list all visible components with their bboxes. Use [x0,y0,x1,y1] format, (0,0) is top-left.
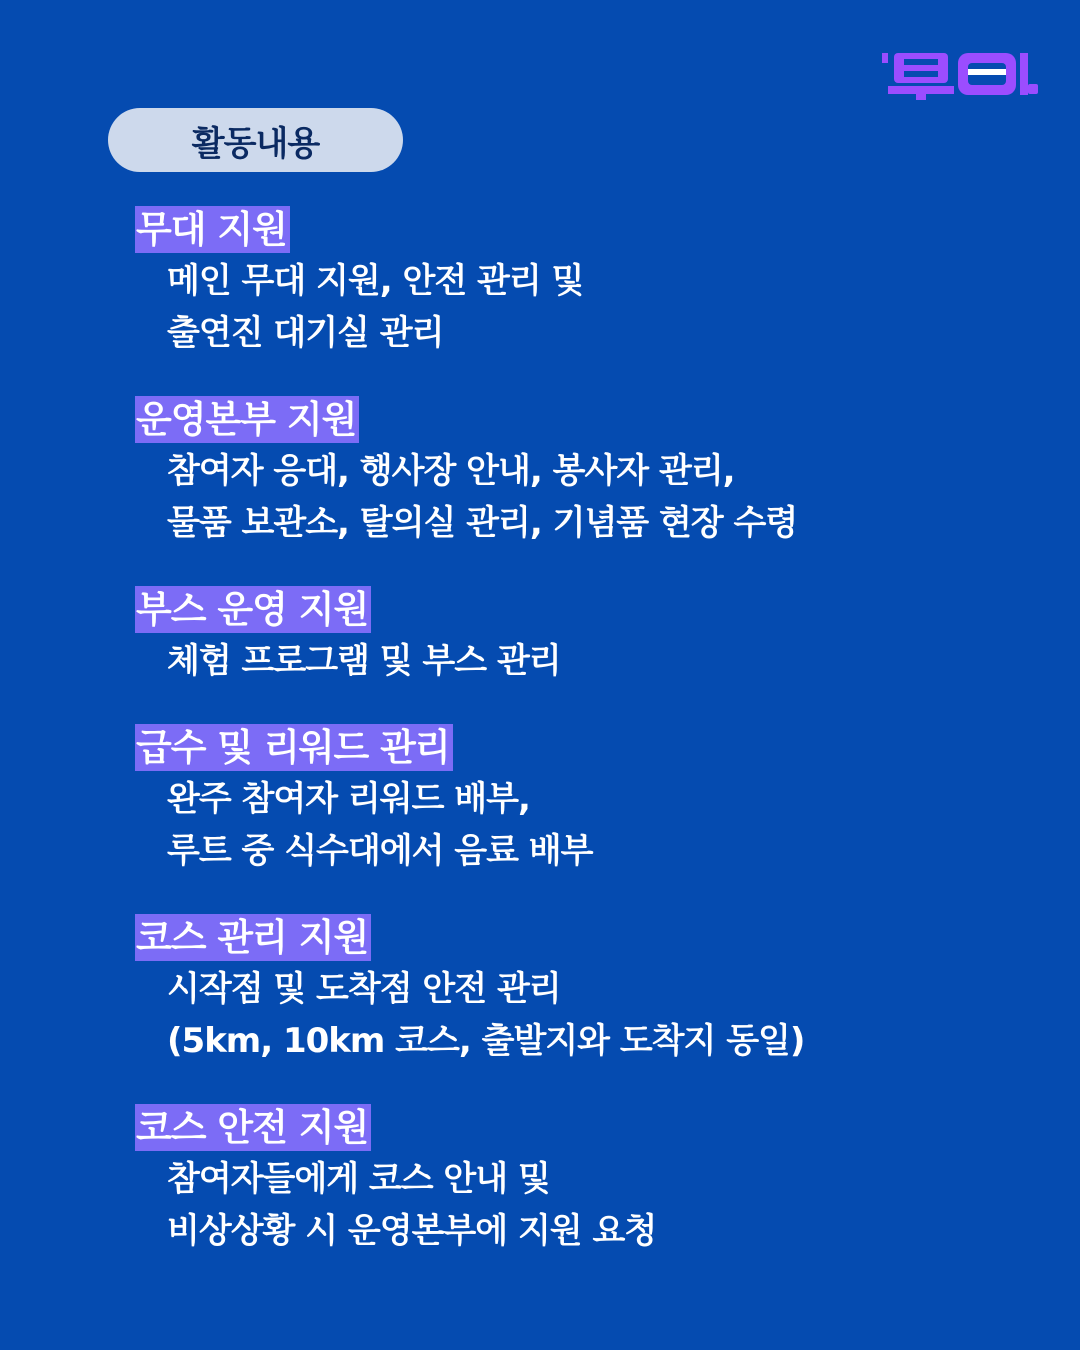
section-line: 루트 중 식수대에서 음료 배부 [167,831,593,871]
section-operations-hq-support [135,396,1035,549]
section-stage-support [135,206,1035,359]
section-line: 비상상황 시 운영본부에 지원 요청 [167,1211,657,1251]
activity-label: 활동내용 [191,123,320,164]
section-line: 체험 프로그램 및 부스 관리 [167,641,561,681]
section-line: 참여자 응대, 행사장 안내, 봉사자 관리, [167,451,735,491]
section-line: 완주 참여자 리워드 배부, [167,779,530,819]
section-course-management [135,914,1035,1067]
section-title: 코스 관리 지원 [135,914,371,961]
brand-logo-mark [880,48,1040,100]
section-line: 출연진 대기실 관리 [167,313,444,353]
section-course-safety [135,1104,1035,1257]
brand-logo [880,48,1040,100]
section-line: 물품 보관소, 탈의실 관리, 기념품 현장 수령 [167,503,798,543]
activity-label-pill [108,108,403,172]
section-line: 시작점 및 도착점 안전 관리 [167,969,561,1009]
section-booth-support [135,586,1035,687]
section-line: (5km, 10km 코스, 출발지와 도착지 동일) [167,1021,805,1061]
section-line: 메인 무대 지원, 안전 관리 및 [167,261,584,301]
section-water-reward [135,724,1035,877]
section-title: 코스 안전 지원 [135,1104,371,1151]
section-title: 운영본부 지원 [135,396,359,443]
section-title: 무대 지원 [135,206,290,253]
section-title: 부스 운영 지원 [135,586,371,633]
activity-sections [135,206,1035,1294]
section-line: 참여자들에게 코스 안내 및 [167,1159,550,1199]
section-title: 급수 및 리워드 관리 [135,724,453,771]
